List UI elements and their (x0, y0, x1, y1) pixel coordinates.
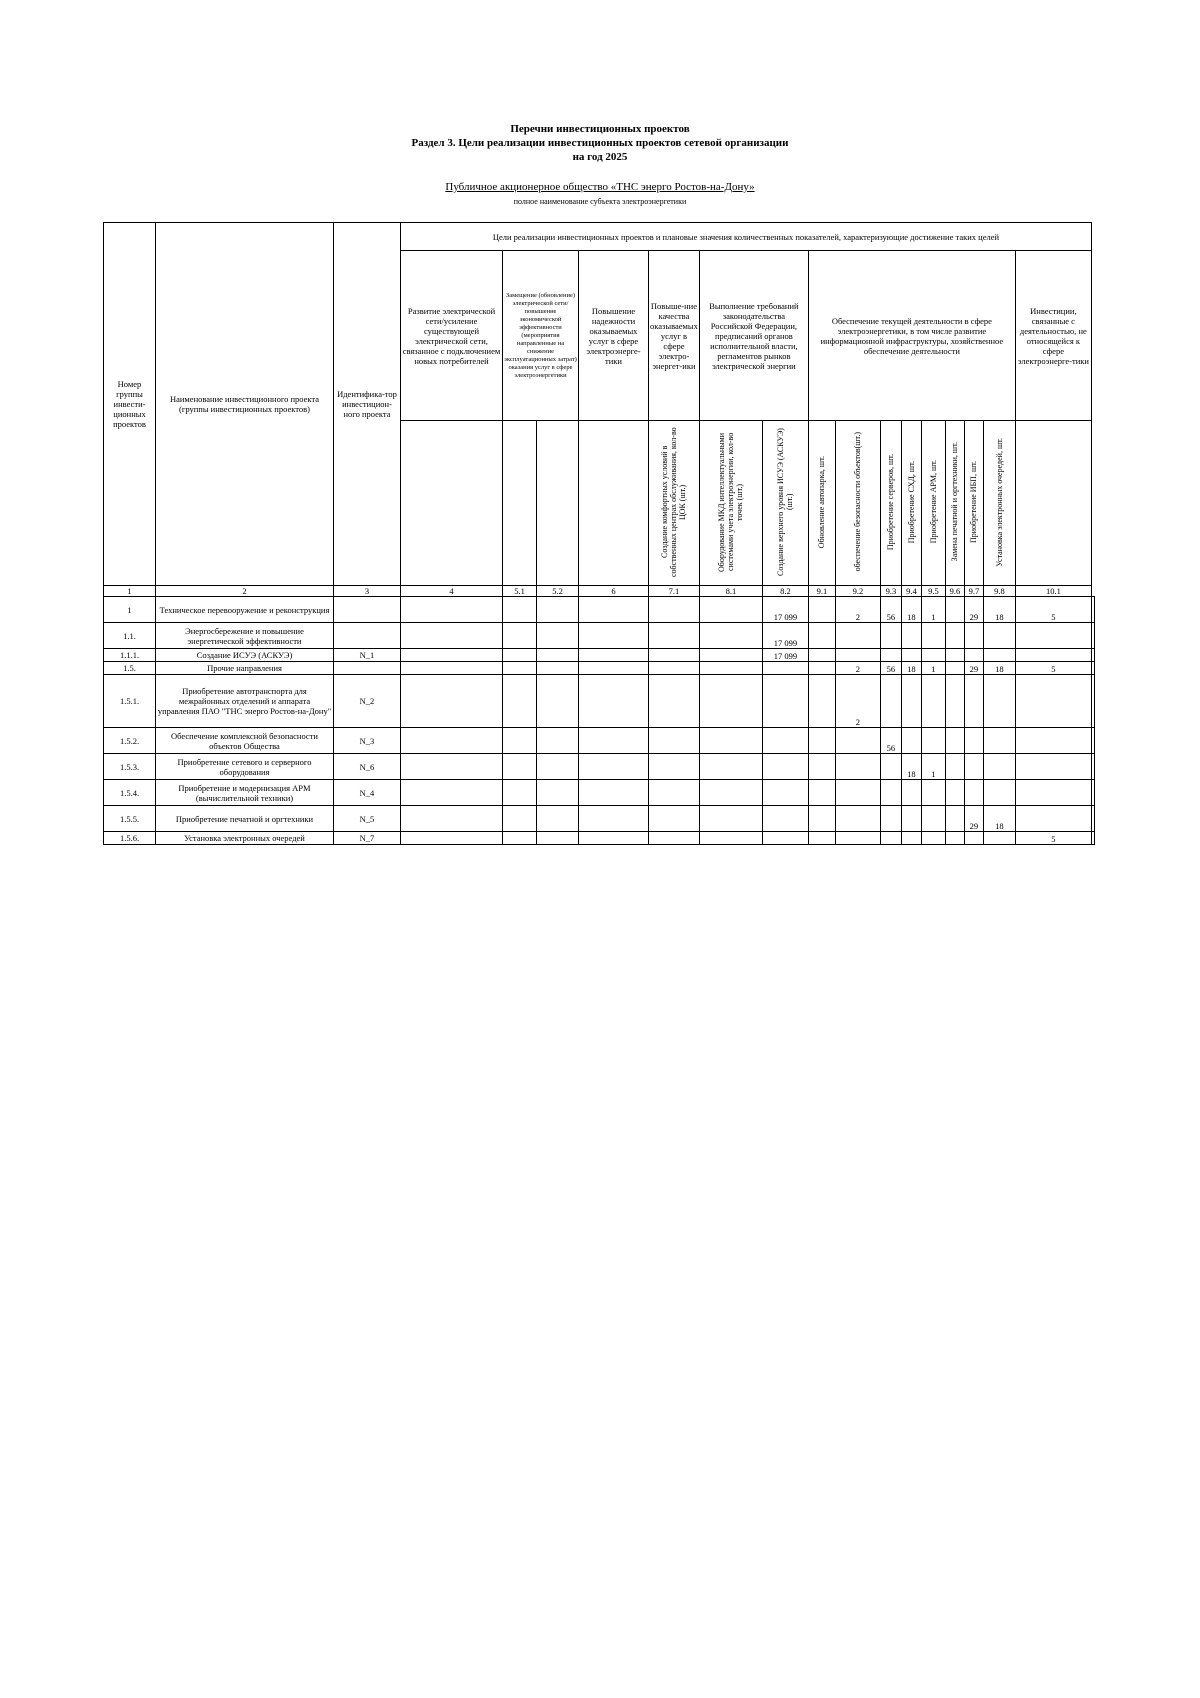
row-cell-empty (649, 649, 700, 662)
row-number: 1.5.2. (104, 728, 156, 754)
row-project-name: Энергосбережение и повышение энергетической эффективности (156, 623, 334, 649)
row-cell-empty (401, 754, 503, 780)
table-row (104, 832, 1095, 845)
row-cell-empty (649, 728, 700, 754)
subheader-8-1: Оборудование МКД интеллектуальными системами учета электроэнергии, кол-во точек (шт.) (699, 421, 762, 586)
row-project-id: N_6 (334, 754, 401, 780)
col-number: 3 (334, 586, 401, 597)
row-cell-empty (945, 649, 964, 662)
row-cell-empty (699, 806, 762, 832)
header-group-number: Номер группы инвести-ционных проектов (104, 223, 156, 586)
row-value-92: 56 (880, 728, 901, 754)
row-cell-empty (537, 780, 579, 806)
row-cell-empty (1091, 806, 1094, 832)
row-cell-empty (945, 623, 964, 649)
row-cell-empty (503, 675, 537, 728)
row-cell-empty (699, 780, 762, 806)
row-value-92 (880, 649, 901, 662)
row-value-96 (964, 832, 983, 845)
row-cell-empty (503, 806, 537, 832)
row-value-91 (835, 623, 880, 649)
row-cell-empty (699, 728, 762, 754)
row-cell-empty (579, 597, 649, 623)
row-value-94 (921, 649, 945, 662)
row-cell-empty (579, 728, 649, 754)
row-value-92 (880, 675, 901, 728)
col-number: 5.2 (537, 586, 579, 597)
table-row (104, 597, 1095, 623)
row-value-81: 17 099 (762, 597, 808, 623)
row-value-93: 18 (901, 662, 921, 675)
row-cell-empty (945, 597, 964, 623)
row-cell-empty (808, 597, 835, 623)
row-project-name: Приобретение и модернизация АРМ (вычислительной техники) (156, 780, 334, 806)
row-cell-empty (579, 649, 649, 662)
row-value-94 (921, 675, 945, 728)
row-number: 1.5.4. (104, 780, 156, 806)
row-value-96 (964, 623, 983, 649)
row-value-91 (835, 780, 880, 806)
row-value-94 (921, 780, 945, 806)
row-number: 1 (104, 597, 156, 623)
row-cell-empty (808, 649, 835, 662)
row-cell-empty (699, 832, 762, 845)
row-project-id (334, 623, 401, 649)
row-cell-empty (537, 649, 579, 662)
column-numbers-row (104, 586, 1095, 597)
row-value-94: 1 (921, 662, 945, 675)
row-cell-empty (945, 780, 964, 806)
header-project-name: Наименование инвестиционного проекта (группы инвестиционных проектов) (156, 223, 334, 586)
row-cell-empty (537, 623, 579, 649)
row-value-81: 17 099 (762, 649, 808, 662)
row-project-id (334, 662, 401, 675)
row-value-94: 1 (921, 754, 945, 780)
row-value-98 (1015, 780, 1091, 806)
row-cell-empty (945, 662, 964, 675)
col-number: 6 (579, 586, 649, 597)
row-value-98 (1015, 728, 1091, 754)
header-goal-4: Развитие электрической сети/усиление существующей электрической сети, связанное с подключением новых потребителей (401, 251, 503, 421)
row-cell-empty (401, 597, 503, 623)
row-cell-empty (808, 780, 835, 806)
row-value-98 (1015, 649, 1091, 662)
row-value-93: 18 (901, 754, 921, 780)
row-cell-empty (649, 754, 700, 780)
row-cell-empty (503, 780, 537, 806)
row-cell-empty (579, 780, 649, 806)
header-goal-5: Замещение (обновление) электрической сети/повышение экономической эффективности (мероприятия направленные на снижение эксплуатационных затрат) оказания услуг в сфере электроэнергетики (503, 251, 579, 421)
row-value-91 (835, 806, 880, 832)
row-value-96 (964, 754, 983, 780)
header-goal-7: Повыше-ние качества оказываемых услуг в сфере электро-энергет-ики (649, 251, 700, 421)
row-project-name: Установка электронных очередей (156, 832, 334, 845)
row-cell-empty (649, 597, 700, 623)
org-name: Публичное акционерное общество «ТНС энерго Ростов-на-Дону» (445, 181, 755, 193)
subheader-9-6: Замена печатной и оргтехники, шт. (945, 421, 964, 586)
row-cell-empty (401, 623, 503, 649)
row-value-81 (762, 780, 808, 806)
subheader-4 (401, 421, 503, 586)
row-cell-empty (579, 623, 649, 649)
row-project-name: Создание ИСУЭ (АСКУЭ) (156, 649, 334, 662)
row-value-81 (762, 806, 808, 832)
col-number: 9.1 (808, 586, 835, 597)
row-project-id: N_3 (334, 728, 401, 754)
subheader-5-2 (537, 421, 579, 586)
row-cell-empty (945, 832, 964, 845)
row-cell-empty (1091, 754, 1094, 780)
row-value-97: 18 (983, 597, 1015, 623)
row-cell-empty (579, 662, 649, 675)
row-cell-empty (699, 662, 762, 675)
row-project-id: N_7 (334, 832, 401, 845)
col-number: 9.7 (964, 586, 983, 597)
row-value-97 (983, 623, 1015, 649)
row-value-81 (762, 662, 808, 675)
row-cell-empty (808, 832, 835, 845)
row-value-93: 18 (901, 597, 921, 623)
row-value-94 (921, 623, 945, 649)
row-value-97 (983, 754, 1015, 780)
header-goals: Цели реализации инвестиционных проектов и плановые значения количественных показателей, характеризующие достижение таких целей (401, 223, 1092, 251)
row-value-91 (835, 649, 880, 662)
col-number: 8.2 (762, 586, 808, 597)
table-row (104, 754, 1095, 780)
header-goal-8: Выполнение требований законодательства Российской Федерации, предписаний органов исполнительной власти, регламентов рынков электрической энергии (699, 251, 808, 421)
row-cell-empty (1091, 832, 1094, 845)
row-value-92 (880, 623, 901, 649)
row-value-94 (921, 832, 945, 845)
col-number: 9.2 (835, 586, 880, 597)
row-value-96 (964, 780, 983, 806)
row-cell-empty (503, 662, 537, 675)
doc-section-title: Раздел 3. Цели реализации инвестиционных проектов сетевой организации (411, 137, 789, 149)
row-cell-empty (537, 675, 579, 728)
subheader-9-1: Обновление автопарка, шт. (808, 421, 835, 586)
row-cell-empty (503, 728, 537, 754)
row-value-92: 56 (880, 597, 901, 623)
row-value-96 (964, 675, 983, 728)
row-number: 1.1.1. (104, 649, 156, 662)
row-value-92 (880, 832, 901, 845)
row-cell-empty (401, 728, 503, 754)
row-cell-empty (699, 675, 762, 728)
row-value-96: 29 (964, 806, 983, 832)
col-number: 5.1 (503, 586, 537, 597)
col-number: 2 (156, 586, 334, 597)
row-cell-empty (1091, 675, 1094, 728)
row-cell-empty (649, 623, 700, 649)
row-value-98 (1015, 623, 1091, 649)
header-goal-6: Повышение надежности оказываемых услуг в сфере электроэнерге-тики (579, 251, 649, 421)
table-row (104, 649, 1095, 662)
org-caption: полное наименование субъекта электроэнергетики (513, 197, 687, 206)
row-value-94 (921, 806, 945, 832)
row-value-98 (1015, 806, 1091, 832)
row-value-96: 29 (964, 597, 983, 623)
col-number: 1 (104, 586, 156, 597)
row-cell-empty (649, 662, 700, 675)
row-number: 1.5.3. (104, 754, 156, 780)
row-value-98: 5 (1015, 832, 1091, 845)
col-number: 9.3 (880, 586, 901, 597)
subheader-5-1 (503, 421, 537, 586)
row-project-name: Прочие направления (156, 662, 334, 675)
investment-goals-table (103, 222, 1095, 845)
row-value-92 (880, 806, 901, 832)
row-cell-empty (503, 597, 537, 623)
row-value-93 (901, 675, 921, 728)
row-project-id: N_4 (334, 780, 401, 806)
row-number: 1.5.5. (104, 806, 156, 832)
row-value-81: 17 099 (762, 623, 808, 649)
row-value-81 (762, 832, 808, 845)
table-row (104, 675, 1095, 728)
row-cell-empty (579, 806, 649, 832)
row-value-98: 5 (1015, 662, 1091, 675)
row-cell-empty (699, 649, 762, 662)
row-value-97 (983, 780, 1015, 806)
row-value-96 (964, 649, 983, 662)
row-value-93 (901, 806, 921, 832)
subheader-8-2: Создание верхнего уровня ИСУЭ (АСКУЭ) (шт.) (762, 421, 808, 586)
subheader-9-7: Приобретение ИБП, шт. (964, 421, 983, 586)
row-value-93 (901, 623, 921, 649)
row-project-name: Техническое перевооружение и реконструкция (156, 597, 334, 623)
row-value-91 (835, 832, 880, 845)
row-value-92 (880, 754, 901, 780)
col-number: 8.1 (699, 586, 762, 597)
row-cell-empty (649, 675, 700, 728)
row-number: 1.1. (104, 623, 156, 649)
row-cell-empty (808, 662, 835, 675)
row-cell-empty (579, 754, 649, 780)
table-row (104, 623, 1095, 649)
row-cell-empty (1091, 597, 1094, 623)
row-cell-empty (699, 623, 762, 649)
subheader-9-3: Приобретение серверов, шт. (880, 421, 901, 586)
row-cell-empty (649, 806, 700, 832)
row-cell-empty (503, 649, 537, 662)
header-goal-10: Инвестиции, связанные с деятельностью, не относящейся к сфере электроэнерге-тики (1015, 251, 1091, 421)
row-cell-empty (401, 780, 503, 806)
row-cell-empty (503, 623, 537, 649)
col-number: 9.5 (921, 586, 945, 597)
row-value-91: 2 (835, 662, 880, 675)
row-value-81 (762, 728, 808, 754)
row-value-91: 2 (835, 597, 880, 623)
subheader-6 (579, 421, 649, 586)
table-row (104, 728, 1095, 754)
row-cell-empty (945, 806, 964, 832)
row-value-92 (880, 780, 901, 806)
row-value-93 (901, 649, 921, 662)
row-cell-empty (537, 806, 579, 832)
row-cell-empty (401, 662, 503, 675)
row-value-91 (835, 754, 880, 780)
row-cell-empty (1091, 728, 1094, 754)
row-cell-empty (537, 597, 579, 623)
row-value-97 (983, 832, 1015, 845)
row-project-name: Приобретение автотранспорта для межрайонных отделений и аппарата управления ПАО "ТНС энерго Ростов-на-Дону" (156, 675, 334, 728)
row-project-id: N_5 (334, 806, 401, 832)
row-number: 1.5.1. (104, 675, 156, 728)
row-value-97 (983, 649, 1015, 662)
row-value-94: 1 (921, 597, 945, 623)
row-project-id: N_2 (334, 675, 401, 728)
row-project-name: Приобретение сетевого и серверного оборудования (156, 754, 334, 780)
row-cell-empty (808, 623, 835, 649)
doc-title: Перечни инвестиционных проектов (510, 123, 690, 135)
row-cell-empty (503, 832, 537, 845)
subheader-9-4: Приобретение СХД, шт. (901, 421, 921, 586)
row-cell-empty (537, 662, 579, 675)
row-value-93 (901, 780, 921, 806)
col-number: 4 (401, 586, 503, 597)
row-value-96 (964, 728, 983, 754)
row-value-97: 18 (983, 662, 1015, 675)
row-cell-empty (503, 754, 537, 780)
header-goal-9: Обеспечение текущей деятельности в сфере электроэнергетики, в том числе развитие информационной инфраструктуры, хозяйственное обеспечение деятельности (808, 251, 1015, 421)
table-row (104, 780, 1095, 806)
row-cell-empty (537, 728, 579, 754)
row-value-91 (835, 728, 880, 754)
subheader-10-1 (1015, 421, 1091, 586)
row-value-94 (921, 728, 945, 754)
row-cell-empty (808, 754, 835, 780)
row-value-93 (901, 832, 921, 845)
subheader-9-5: Приобретение АРМ, шт. (921, 421, 945, 586)
header-project-id: Идентифика-тор инвестицион-ного проекта (334, 223, 401, 586)
row-cell-empty (945, 675, 964, 728)
row-cell-empty (699, 597, 762, 623)
row-value-97: 18 (983, 806, 1015, 832)
col-number: 10.1 (1015, 586, 1091, 597)
row-value-98 (1015, 754, 1091, 780)
row-cell-empty (808, 728, 835, 754)
table-row (104, 806, 1095, 832)
row-number: 1.5. (104, 662, 156, 675)
doc-year: на год 2025 (572, 151, 628, 163)
col-number: 9.4 (901, 586, 921, 597)
row-cell-empty (401, 649, 503, 662)
col-number: 9.6 (945, 586, 964, 597)
row-number: 1.5.6. (104, 832, 156, 845)
row-project-name: Приобретение печатной и оргтехники (156, 806, 334, 832)
row-cell-empty (649, 832, 700, 845)
row-value-97 (983, 675, 1015, 728)
subheader-7-1: Создание комфортных условий в собственных центрах обслуживания, кол-во ЦОК (шт.) (649, 421, 700, 586)
row-cell-empty (579, 832, 649, 845)
table-row (104, 662, 1095, 675)
row-cell-empty (1091, 623, 1094, 649)
row-cell-empty (1091, 780, 1094, 806)
subheader-9-2: обеспечение безопасности объектов(шт.) (835, 421, 880, 586)
row-value-81 (762, 675, 808, 728)
row-cell-empty (401, 675, 503, 728)
row-cell-empty (1091, 662, 1094, 675)
row-value-97 (983, 728, 1015, 754)
row-value-81 (762, 754, 808, 780)
row-cell-empty (649, 780, 700, 806)
row-cell-empty (945, 754, 964, 780)
row-project-id: N_1 (334, 649, 401, 662)
row-value-92: 56 (880, 662, 901, 675)
subheader-9-8: Установка электронных очередей, шт. (983, 421, 1015, 586)
col-number: 7.1 (649, 586, 700, 597)
row-value-98 (1015, 675, 1091, 728)
row-cell-empty (1091, 649, 1094, 662)
row-cell-empty (699, 754, 762, 780)
row-cell-empty (808, 675, 835, 728)
row-value-91: 2 (835, 675, 880, 728)
row-cell-empty (401, 806, 503, 832)
row-project-name: Обеспечение комплексной безопасности объектов Общества (156, 728, 334, 754)
row-value-98: 5 (1015, 597, 1091, 623)
row-cell-empty (401, 832, 503, 845)
row-cell-empty (808, 806, 835, 832)
row-value-96: 29 (964, 662, 983, 675)
row-cell-empty (537, 832, 579, 845)
row-value-93 (901, 728, 921, 754)
col-number: 9.8 (983, 586, 1015, 597)
row-cell-empty (537, 754, 579, 780)
row-project-id (334, 597, 401, 623)
row-cell-empty (945, 728, 964, 754)
row-cell-empty (579, 675, 649, 728)
